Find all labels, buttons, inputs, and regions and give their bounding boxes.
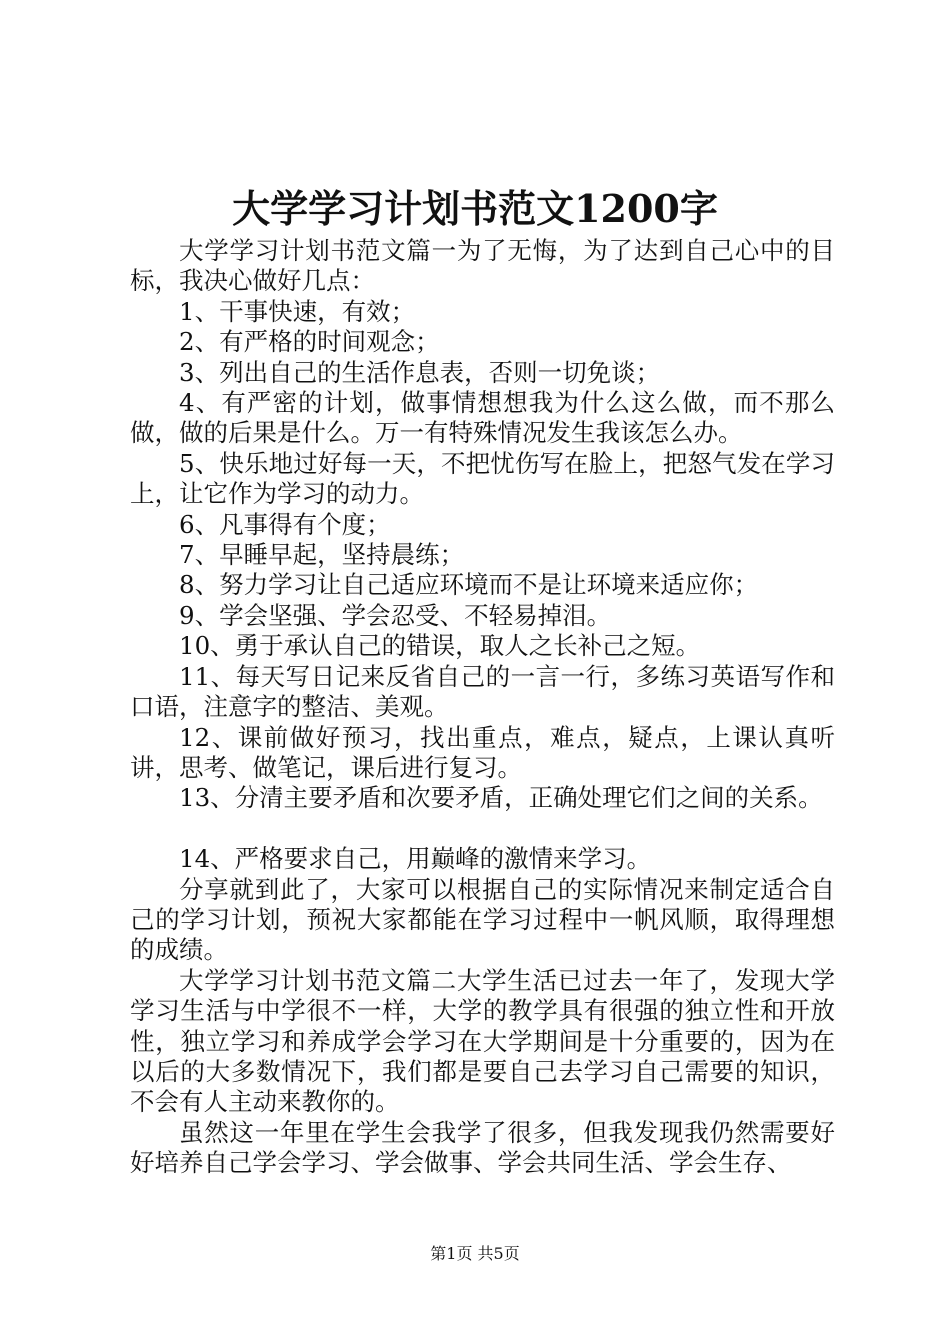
list-item-13: 13、分清主要矛盾和次要矛盾，正确处理它们之间的关系。 (179, 783, 823, 813)
list-item-10: 10、勇于承认自己的错误，取人之长补己之短。 (179, 631, 701, 661)
paragraph-intro: 大学学习计划书范文篇一为了无悔，为了达到自己心中的目标，我决心做好几点： (130, 236, 835, 296)
paragraph-summary: 分享就到此了，大家可以根据自己的实际情况来制定适合自己的学习计划，预祝大家都能在学习过程中一帆风顺，取得理想的成绩。 (130, 874, 835, 965)
list-item-9: 9、学会坚强、学会忍受、不轻易掉泪。 (179, 600, 612, 630)
page-footer: 第1页 共5页 (430, 1244, 520, 1263)
paragraph-gap (130, 814, 835, 844)
document-title: 大学学习计划书范文1200字 (232, 186, 718, 231)
list-item-12: 12、课前做好预习，找出重点，难点，疑点，上课认真听讲，思考、做笔记，课后进行复习。 (130, 722, 835, 782)
list-item-5: 5、快乐地过好每一天，不把忧伤写在脸上，把怒气发在学习上，让它作为学习的动力。 (130, 448, 835, 509)
paragraph-section-two: 大学学习计划书范文篇二大学生活已过去一年了，发现大学学习生活与中学很不一样，大学的教学具有很强的独立性和开放性，独立学习和养成学会学习在大学期间是十分重要的，因为在以后的大多数情况下，我们都是要自己去学习自己需要的知识，不会有人主动来教你的。 (130, 965, 835, 1117)
list-item-14: 14、严格要求自己，用巅峰的激情来学习。 (179, 844, 652, 874)
list-item-3: 3、列出自己的生活作息表，否则一切免谈； (179, 357, 661, 387)
list-item-8: 8、努力学习让自己适应环境而不是让环境来适应你； (179, 570, 759, 600)
list-item-2: 2、有严格的时间观念； (179, 327, 440, 357)
list-item-6: 6、凡事得有个度； (179, 509, 391, 539)
list-item-4: 4、有严密的计划，做事情想想我为什么这么做，而不那么做，做的后果是什么。万一有特殊情况发生我该怎么办。 (130, 388, 835, 448)
paragraph-continuation: 虽然这一年里在学生会我学了很多，但我发现我仍然需要好好培养自己学会学习、学会做事、学会共同生活、学会生存、 (130, 1117, 835, 1178)
list-item-1: 1、干事快速，有效； (179, 296, 416, 326)
list-item-11: 11、每天写日记来反省自己的一言一行，多练习英语写作和口语，注意字的整洁、美观。 (130, 661, 835, 722)
list-item-7: 7、早睡早起，坚持晨练； (179, 540, 465, 570)
document-body (130, 236, 835, 1179)
